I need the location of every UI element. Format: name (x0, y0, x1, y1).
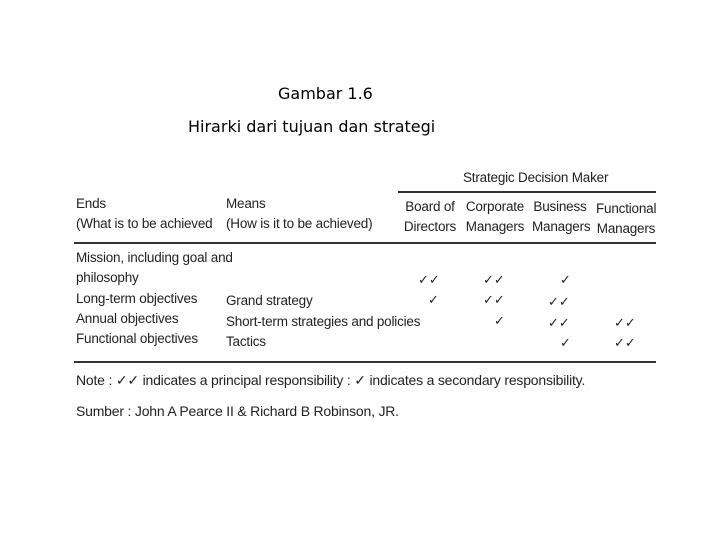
mark-longterm-business: ✓✓ (548, 295, 570, 310)
mark-longterm-board: ✓ (428, 293, 439, 308)
row-longterm-ends: Long-term objectives (76, 291, 198, 306)
means-header: Means (226, 196, 266, 211)
ends-header: Ends (76, 196, 106, 211)
figure-number: Gambar 1.6 (278, 84, 373, 103)
row-longterm-means: Grand strategy (226, 293, 313, 308)
row-mission-ends-cont: philosophy (76, 270, 139, 285)
column-header-corporate: Corporate Managers (465, 199, 525, 234)
group-header: Strategic Decision Maker (463, 170, 609, 185)
means-header-sub: (How is it to be achieved) (226, 216, 373, 231)
mark-mission-board: ✓✓ (418, 273, 440, 288)
column-header-business: Business Managers (532, 199, 591, 234)
table-note: Note : ✓✓ indicates a principal responsibility : ✓ indicates a secondary responsibility. (76, 372, 586, 388)
scanned-table (70, 160, 670, 430)
row-mission-ends: Mission, including goal and (76, 250, 233, 265)
mark-annual-business: ✓✓ (548, 316, 570, 331)
mark-functional-business: ✓ (560, 336, 571, 351)
column-header-functional: Functional Managers (596, 201, 657, 236)
mark-mission-business: ✓ (560, 273, 571, 288)
footer-rule (74, 361, 656, 363)
column-header-board: Board of Directors (403, 199, 457, 234)
mark-annual-corporate: ✓ (494, 314, 505, 329)
row-functional-ends: Functional objectives (76, 331, 198, 346)
mark-longterm-corporate: ✓✓ (483, 293, 505, 308)
mark-annual-functional: ✓✓ (614, 316, 636, 331)
header-rule (74, 242, 656, 244)
group-header-rule (398, 191, 656, 193)
table-source: Sumber : John A Pearce II & Richard B Robinson, JR. (76, 403, 399, 419)
row-annual-means: Short-term strategies and policies (226, 314, 421, 329)
ends-header-sub: (What is to be achieved (76, 216, 213, 231)
row-functional-means: Tactics (226, 334, 266, 349)
mark-functional-functional: ✓✓ (614, 336, 636, 351)
figure-title: Hirarki dari tujuan dan strategi (188, 117, 436, 136)
row-annual-ends: Annual objectives (76, 311, 179, 326)
mark-mission-corporate: ✓✓ (483, 273, 505, 288)
